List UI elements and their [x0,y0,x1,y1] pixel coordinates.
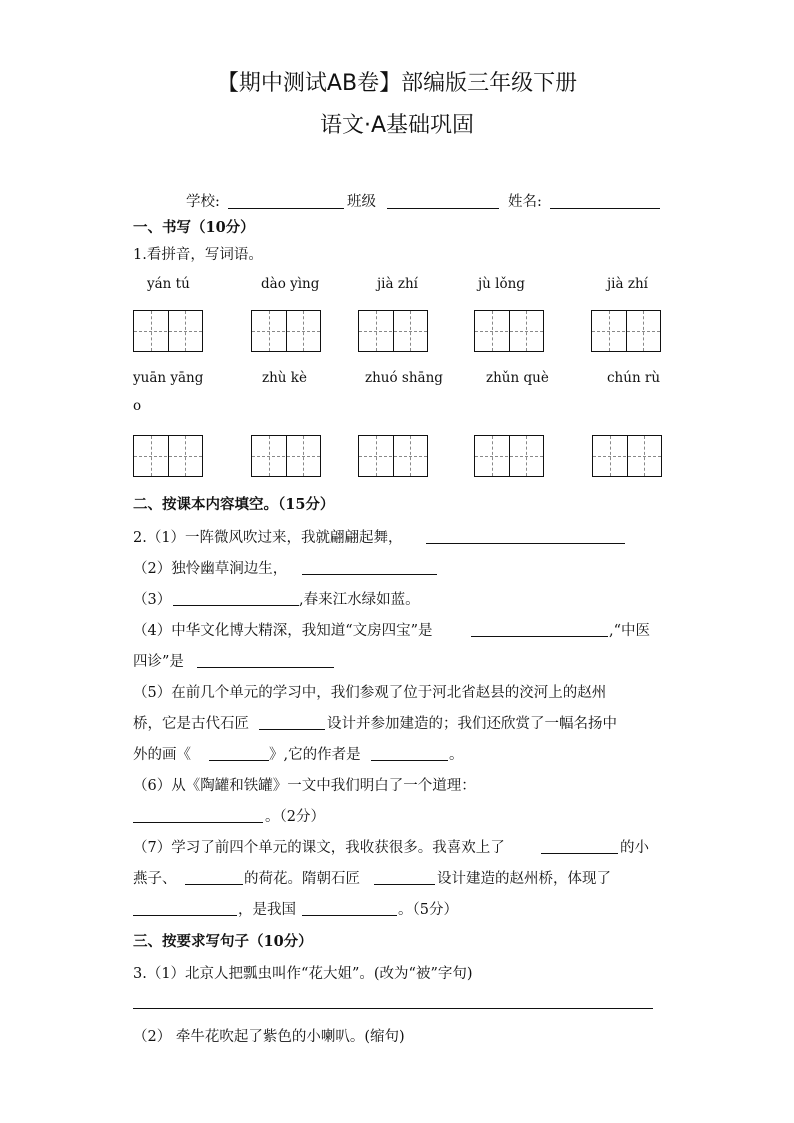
pinyin-8: zhuó shāng [365,370,443,386]
q2-6-text-2: 。（2分） [265,809,325,825]
class-label: 班级 [347,194,376,210]
q2-1-text: 2.（1）一阵微风吹过来，我就翩翩起舞， [133,530,403,546]
section-2-heading: 二、按课本内容填空。（15分） [133,496,335,513]
writing-grid[interactable] [133,435,203,477]
q2-4-text-3: 四诊”是 [133,654,184,670]
q2-4-text-2: ,“中医 [609,623,651,639]
q2-3-blank[interactable] [173,605,299,606]
q2-4-text: （4）中华文化博大精深，我知道“文房四宝”是 [133,623,433,639]
q2-7-text-7: 。（5分） [398,902,458,918]
pinyin-3: jià zhí [377,276,418,292]
writing-grid[interactable] [251,435,321,477]
writing-grid[interactable] [358,310,428,352]
writing-grid[interactable] [358,435,428,477]
question-1-prompt: 1.看拼音，写词语。 [133,247,263,263]
writing-grid[interactable] [591,310,661,352]
q2-5-text-4: 外的画《 [133,747,191,763]
q2-5-blank-2[interactable] [209,760,269,761]
pinyin-7: zhù kè [262,370,307,386]
q2-6-blank[interactable] [133,822,263,823]
section-3-heading: 三、按要求写句子（10分） [133,933,313,950]
q2-5-text-6: 。 [449,747,464,763]
school-blank[interactable] [228,208,344,209]
school-label: 学校: [186,194,220,210]
pinyin-9: zhǔn què [486,370,549,386]
page-title: 【期中测试AB卷】部编版三年级下册 [216,71,578,96]
q2-5-blank-3[interactable] [371,760,448,761]
section-1-heading: 一、书写（10分） [133,219,255,236]
q2-7-text-5: 设计建造的赵州桥，体现了 [437,871,611,887]
pinyin-4: jù lǒng [478,276,525,292]
q3-1-text: 3.（1）北京人把瓢虫叫作“花大姐”。(改为“被”字句) [133,966,473,982]
class-blank[interactable] [387,208,499,209]
q2-6-text: （6）从《陶罐和铁罐》一文中我们明白了一个道理： [133,778,476,794]
q2-7-text-6: ，是我国 [238,902,296,918]
q2-7-text: （7）学习了前四个单元的课文，我收获很多。我喜欢上了 [133,840,505,856]
writing-grid[interactable] [133,310,203,352]
q2-5-text-5: 》,它的作者是 [269,747,361,763]
q3-1-answer-line[interactable] [133,1008,653,1009]
q2-7-text-2: 的小 [620,840,649,856]
q2-7-blank-5[interactable] [302,915,397,916]
pinyin-1: yán tú [147,276,190,292]
q3-2-text: （2） 牵牛花吹起了紫色的小喇叭。(缩句) [133,1029,405,1045]
page-subtitle: 语文·A基础巩固 [319,113,475,138]
q2-5-text: （5）在前几个单元的学习中，我们参观了位于河北省赵县的洨河上的赵州 [133,685,607,701]
pinyin-6: yuān yāng [133,370,204,386]
pinyin-2: dào yìng [261,276,320,292]
name-blank[interactable] [550,208,660,209]
q2-7-blank-3[interactable] [374,884,435,885]
q2-7-text-4: 的荷花。隋朝石匠 [244,871,360,887]
q2-7-blank-4[interactable] [133,915,237,916]
writing-grid[interactable] [592,435,662,477]
writing-grid[interactable] [474,435,544,477]
q2-5-blank-1[interactable] [259,729,325,730]
writing-grid[interactable] [474,310,544,352]
q2-1-blank[interactable] [426,543,625,544]
writing-grid[interactable] [251,310,321,352]
pinyin-5: jià zhí [607,276,648,292]
q2-7-text-3: 燕子、 [133,871,177,887]
q2-4-blank-2[interactable] [197,667,334,668]
q2-5-text-2: 桥，它是古代石匠 [133,716,249,732]
name-label: 姓名: [508,194,542,210]
q2-2-text: （2）独怜幽草涧边生， [133,561,288,577]
q2-4-blank-1[interactable] [471,636,608,637]
q2-5-text-3: 设计并参加建造的；我们还欣赏了一幅名扬中 [327,716,617,732]
q2-7-blank-1[interactable] [541,853,618,854]
q2-2-blank[interactable] [302,574,437,575]
pinyin-10: chún rù [607,370,661,386]
q2-3-label: （3） [133,592,172,608]
q2-7-blank-2[interactable] [185,884,243,885]
q2-3-text: ,春来江水绿如蓝。 [299,592,420,608]
stray-mark: o [133,398,142,414]
